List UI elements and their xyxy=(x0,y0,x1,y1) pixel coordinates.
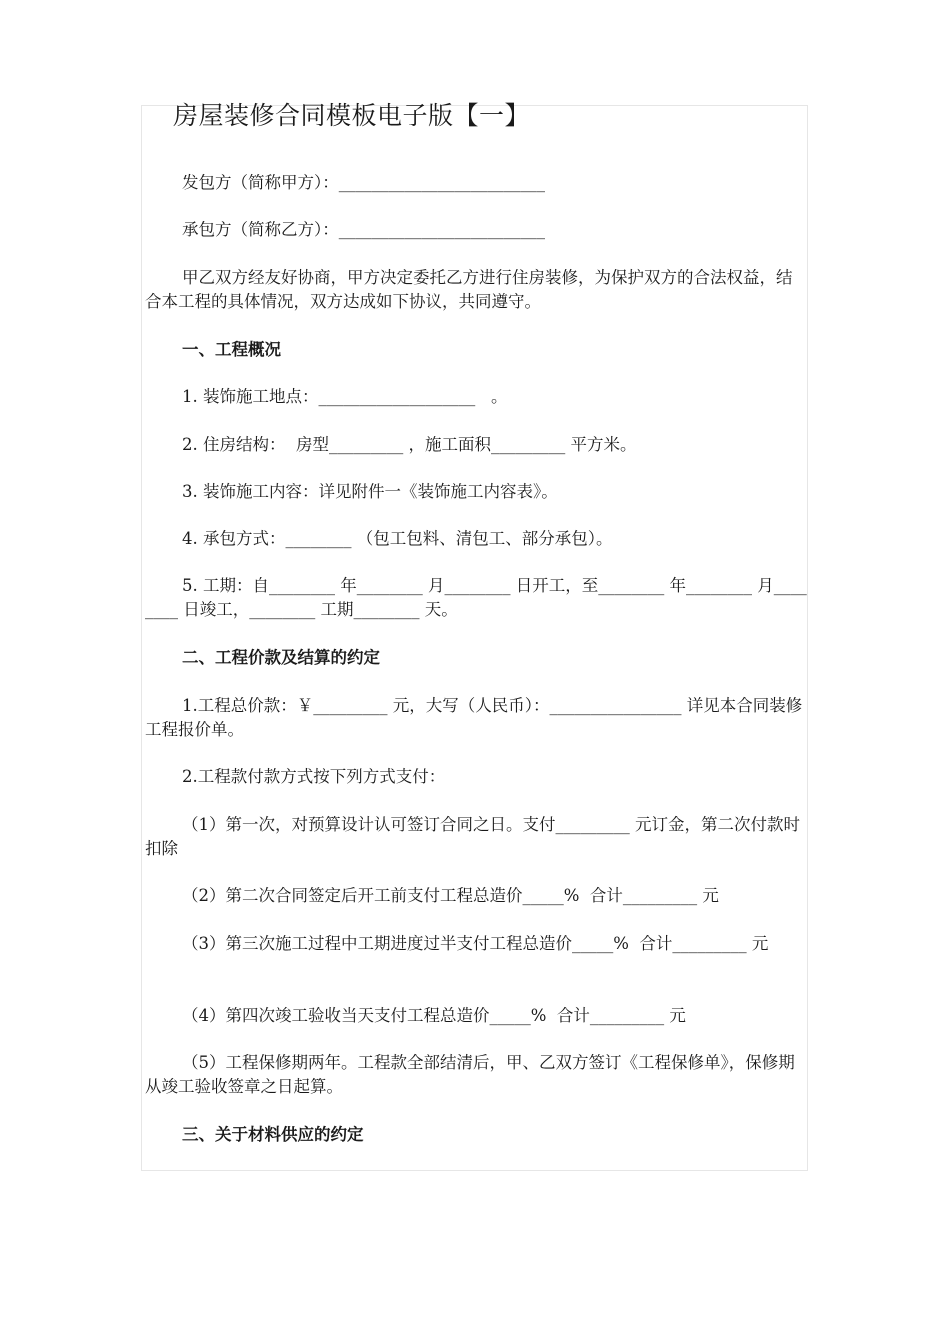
document-body xyxy=(145,98,807,1144)
section-heading-materials: 三、关于材料供应的约定 xyxy=(182,1125,364,1144)
section-heading-overview: 一、工程概况 xyxy=(182,340,281,359)
item-structure: 2. 住房结构： 房型_________ ，施工面积_________ 平方米。 xyxy=(182,435,637,454)
item-content: 3. 装饰施工内容：详见附件一《装饰施工内容表》。 xyxy=(182,482,558,501)
payment-step-1: （1）第一次，对预算设计认可签订合同之日。支付_________ 元订金，第二次付款时扣除 xyxy=(145,815,800,858)
party-b-line: 承包方（简称乙方）：_________________________ xyxy=(182,220,545,239)
section-heading-price: 二、工程价款及结算的约定 xyxy=(182,648,380,667)
item-location: 1. 装饰施工地点：___________________ 。 xyxy=(182,387,508,406)
item-contract-mode: 4. 承包方式：________ （包工包料、清包工、部分承包）。 xyxy=(182,529,613,548)
payment-step-3: （3）第三次施工过程中工期进度过半支付工程总造价_____% 合计_________ 元 xyxy=(182,934,769,953)
party-a-line: 发包方（简称甲方）：_________________________ xyxy=(182,173,545,192)
document-title: 房屋装修合同模板电子版【一】 xyxy=(173,101,531,130)
intro-paragraph: 甲乙双方经友好协商，甲方决定委托乙方进行住房装修，为保护双方的合法权益，结合本工程的具体情况，双方达成如下协议，共同遵守。 xyxy=(145,268,793,311)
item-schedule: 5. 工期：自________ 年________ 月________ 日开工，至________ 年________ 月________ 日竣工，________ 工期________ 天。 xyxy=(145,576,807,619)
payment-step-5: （5）工程保修期两年。工程款全部结清后，甲、乙双方签订《工程保修单》，保修期从竣工验收签章之日起算。 xyxy=(145,1053,795,1096)
payment-step-4: （4）第四次竣工验收当天支付工程总造价_____% 合计_________ 元 xyxy=(182,1006,686,1025)
item-payment-method: 2.工程款付款方式按下列方式支付： xyxy=(182,767,446,786)
item-total-price: 1.工程总价款：￥_________ 元，大写（人民币）：________________ 详见本合同装修工程报价单。 xyxy=(145,696,803,739)
payment-step-2: （2）第二次合同签定后开工前支付工程总造价_____% 合计_________ 元 xyxy=(182,886,719,905)
